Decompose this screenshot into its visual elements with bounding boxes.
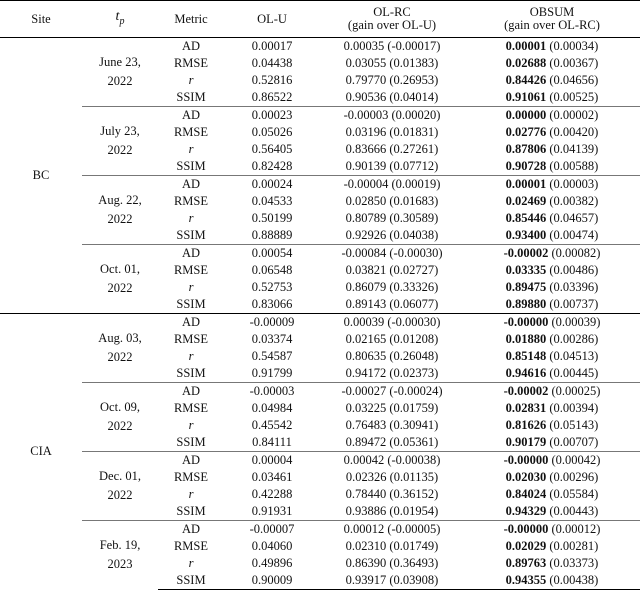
obsum-cell: [464, 55, 640, 72]
obsum-gain: (0.00420): [546, 125, 599, 139]
metric-cell: SSIM: [176, 366, 206, 380]
obsum-cell: [464, 572, 640, 590]
metric-cell: r: [188, 487, 194, 501]
olrc-cell: 0.80789 (0.30589): [345, 211, 439, 225]
date-line1: Dec. 01,: [99, 469, 141, 483]
date-line1: Oct. 01,: [100, 262, 140, 276]
olrc-cell: 0.00042 (-0.00038): [320, 452, 464, 470]
obsum-value: 0.03335: [505, 263, 547, 277]
obsum-value: 0.85446: [505, 211, 547, 225]
olrc-cell: 0.92926 (0.04038): [345, 228, 439, 242]
olu-cell: 0.82428: [251, 159, 293, 173]
obsum-gain: (0.00025): [548, 384, 601, 398]
metric-cell: r: [188, 418, 194, 432]
olrc-cell: 0.03225 (0.01759): [345, 401, 439, 415]
obsum-cell: [464, 279, 640, 296]
olu-cell: 0.88889: [251, 228, 293, 242]
header-olrc: OL-RC (gain over OL-U): [347, 5, 437, 32]
metric-cell: AD: [158, 383, 224, 401]
olrc-cell: 0.78440 (0.36152): [345, 487, 439, 501]
olu-cell: 0.84111: [252, 435, 292, 449]
olrc-cell: 0.03196 (0.01831): [345, 125, 439, 139]
header-olu: OL-U: [257, 11, 287, 26]
metric-cell: RMSE: [173, 194, 209, 208]
table-row: [0, 314, 640, 332]
date-cell: [82, 521, 158, 590]
obsum-gain: (0.00082): [548, 246, 601, 260]
metric-cell: r: [188, 142, 194, 156]
table-row: [0, 452, 640, 470]
metric-cell: SSIM: [176, 504, 206, 518]
olrc-cell: 0.02326 (0.01135): [345, 470, 439, 484]
obsum-gain: (0.05584): [546, 487, 599, 501]
obsum-gain: (0.04513): [546, 349, 599, 363]
metric-cell: RMSE: [173, 56, 209, 70]
olu-cell: 0.49896: [251, 556, 293, 570]
metric-cell: RMSE: [173, 401, 209, 415]
date-line2: 2022: [107, 74, 133, 88]
olu-cell: -0.00009: [224, 314, 320, 332]
olrc-cell: 0.90139 (0.07712): [345, 159, 439, 173]
olrc-cell: 0.76483 (0.30941): [345, 418, 439, 432]
obsum-gain: (0.00394): [546, 401, 599, 415]
obsum-cell: [464, 469, 640, 486]
obsum-gain: (0.00367): [546, 56, 599, 70]
date-cell: [82, 107, 158, 176]
obsum-gain: (0.00012): [548, 522, 601, 536]
site-cell: CIA: [0, 314, 82, 590]
obsum-cell: [464, 262, 640, 279]
date-line1: Aug. 03,: [98, 331, 142, 345]
obsum-value: 0.91061: [505, 90, 547, 104]
date-cell: [82, 176, 158, 245]
obsum-gain: (0.00486): [546, 263, 599, 277]
obsum-value: 0.81626: [505, 418, 547, 432]
metric-cell: RMSE: [173, 539, 209, 553]
obsum-gain: (0.03396): [546, 280, 599, 294]
obsum-cell: [464, 417, 640, 434]
metric-cell: r: [188, 349, 194, 363]
olrc-cell: 0.02310 (0.01749): [345, 539, 439, 553]
header-row: [0, 1, 640, 38]
obsum-cell: [464, 400, 640, 417]
obsum-cell: [464, 296, 640, 314]
olu-cell: 0.00024: [224, 176, 320, 194]
olrc-cell: -0.00003 (0.00020): [320, 107, 464, 125]
obsum-gain: (0.00281): [546, 539, 599, 553]
metric-cell: SSIM: [176, 435, 206, 449]
olrc-cell: 0.86390 (0.36493): [345, 556, 439, 570]
olu-cell: 0.00004: [224, 452, 320, 470]
metric-cell: RMSE: [173, 470, 209, 484]
obsum-value: 0.94355: [505, 573, 547, 587]
olu-cell: 0.03374: [251, 332, 293, 346]
obsum-value: 0.84024: [505, 487, 547, 501]
olrc-cell: -0.00084 (-0.00030): [320, 245, 464, 263]
metric-cell: SSIM: [176, 297, 206, 311]
obsum-cell: [464, 434, 640, 452]
metric-cell: RMSE: [173, 125, 209, 139]
obsum-gain: (0.00003): [546, 177, 599, 191]
obsum-gain: (0.04139): [546, 142, 599, 156]
metric-cell: SSIM: [176, 90, 206, 104]
obsum-cell: [464, 348, 640, 365]
olu-cell: 0.04984: [251, 401, 293, 415]
obsum-cell: [464, 452, 640, 470]
olrc-cell: 0.00012 (-0.00005): [320, 521, 464, 539]
obsum-cell: [464, 107, 640, 125]
olu-cell: 0.83066: [251, 297, 293, 311]
obsum-value: 0.02469: [505, 194, 547, 208]
date-line2: 2022: [107, 350, 133, 364]
obsum-cell: [464, 158, 640, 176]
obsum-cell: [464, 555, 640, 572]
obsum-cell: [464, 365, 640, 383]
obsum-gain: (0.04657): [546, 211, 599, 225]
olu-cell: 0.04533: [251, 194, 293, 208]
metric-cell: SSIM: [158, 572, 224, 590]
olu-cell: 0.06548: [251, 263, 293, 277]
obsum-value: 0.00000: [505, 108, 547, 122]
obsum-gain: (0.00438): [546, 573, 599, 587]
date-line2: 2022: [107, 281, 133, 295]
obsum-value: 0.94616: [505, 366, 547, 380]
olu-cell: 0.03461: [251, 470, 293, 484]
date-line2: 2022: [107, 419, 133, 433]
table-row: [0, 383, 640, 401]
olrc-cell: -0.00027 (-0.00024): [320, 383, 464, 401]
metric-cell: AD: [158, 314, 224, 332]
olrc-cell: 0.79770 (0.26953): [345, 73, 439, 87]
olrc-cell: 0.93886 (0.01954): [345, 504, 439, 518]
obsum-gain: (0.00382): [546, 194, 599, 208]
olrc-cell: 0.02165 (0.01208): [345, 332, 439, 346]
obsum-value: 0.89475: [505, 280, 547, 294]
obsum-value: 0.87806: [505, 142, 547, 156]
table-row: [0, 176, 640, 194]
date-line2: 2022: [107, 212, 133, 226]
date-line1: July 23,: [100, 124, 140, 138]
olu-cell: 0.56405: [251, 142, 293, 156]
metric-cell: r: [188, 556, 194, 570]
metric-cell: SSIM: [176, 228, 206, 242]
olu-cell: 0.00023: [224, 107, 320, 125]
olrc-cell: -0.00004 (0.00019): [320, 176, 464, 194]
metric-cell: r: [188, 211, 194, 225]
obsum-value: -0.00002: [503, 384, 549, 398]
date-cell: [82, 38, 158, 107]
metric-cell: AD: [181, 39, 201, 53]
date-cell: [82, 314, 158, 383]
metric-cell: AD: [158, 452, 224, 470]
date-line2: 2023: [107, 557, 133, 572]
obsum-gain: (0.00707): [546, 435, 599, 449]
olu-cell: -0.00003: [224, 383, 320, 401]
obsum-cell: [464, 314, 640, 332]
obsum-gain: (0.00474): [546, 228, 599, 242]
date-line2: 2022: [107, 143, 133, 157]
olrc-cell: 0.00035 (-0.00017): [343, 39, 441, 53]
olu-cell: 0.54587: [251, 349, 293, 363]
date-cell: [82, 383, 158, 452]
metric-cell: AD: [158, 107, 224, 125]
obsum-cell: [464, 210, 640, 227]
header-tp: $t_p$: [115, 9, 125, 27]
obsum-gain: (0.00039): [548, 315, 601, 329]
table-row: [0, 107, 640, 125]
olu-cell: 0.42288: [251, 487, 293, 501]
olrc-cell: 0.89472 (0.05361): [345, 435, 439, 449]
olu-cell: 0.90009: [224, 572, 320, 590]
metric-cell: AD: [158, 176, 224, 194]
obsum-gain: (0.03373): [546, 556, 599, 570]
obsum-cell: [464, 72, 640, 89]
obsum-cell: [464, 176, 640, 194]
obsum-gain: (0.00737): [546, 297, 599, 311]
metric-cell: RMSE: [173, 263, 209, 277]
obsum-gain: (0.00443): [546, 504, 599, 518]
obsum-cell: [464, 538, 640, 555]
obsum-value: -0.00000: [503, 522, 549, 536]
obsum-gain: (0.00034): [546, 39, 599, 53]
obsum-value: -0.00000: [503, 453, 549, 467]
obsum-value: 0.89763: [505, 556, 547, 570]
obsum-cell: [464, 124, 640, 141]
header-obsum: OBSUM (gain over OL-RC): [504, 5, 600, 32]
obsum-value: 0.02688: [505, 56, 547, 70]
date-line2: 2022: [107, 488, 133, 502]
table-row: [0, 521, 640, 539]
obsum-value: 0.02776: [505, 125, 547, 139]
obsum-value: 0.85148: [505, 349, 547, 363]
metric-cell: AD: [158, 521, 224, 539]
obsum-value: 0.90179: [505, 435, 547, 449]
date-line1: Aug. 22,: [98, 193, 142, 207]
obsum-cell: [464, 89, 640, 107]
obsum-gain: (0.00525): [546, 90, 599, 104]
olrc-cell: 0.03055 (0.01383): [345, 56, 439, 70]
olu-cell: 0.52753: [251, 280, 293, 294]
olu-cell: 0.04060: [251, 539, 293, 553]
table-body: [0, 38, 640, 590]
obsum-cell: [464, 521, 640, 539]
obsum-value: 0.93400: [505, 228, 547, 242]
table-row: [0, 245, 640, 263]
date-line1: Oct. 09,: [100, 400, 140, 414]
obsum-value: 0.02030: [505, 470, 547, 484]
obsum-value: 0.89880: [505, 297, 547, 311]
olu-cell: 0.45542: [251, 418, 293, 432]
obsum-value: 0.94329: [505, 504, 547, 518]
olrc-cell: 0.90536 (0.04014): [345, 90, 439, 104]
obsum-cell: [464, 38, 640, 56]
obsum-value: 0.02029: [505, 539, 547, 553]
olrc-cell: 0.02850 (0.01683): [345, 194, 439, 208]
date-line1: Feb. 19,: [99, 538, 141, 553]
metric-cell: SSIM: [176, 159, 206, 173]
obsum-cell: [464, 227, 640, 245]
olu-cell: -0.00007: [224, 521, 320, 539]
olu-cell: 0.04438: [251, 56, 293, 70]
obsum-cell: [464, 141, 640, 158]
olrc-cell: 0.83666 (0.27261): [345, 142, 439, 156]
date-line1: June 23,: [99, 55, 141, 69]
obsum-gain: (0.00588): [546, 159, 599, 173]
olu-cell: 0.91931: [251, 504, 293, 518]
obsum-value: -0.00000: [503, 315, 549, 329]
metric-cell: r: [188, 280, 194, 294]
olrc-cell: 0.03821 (0.02727): [345, 263, 439, 277]
olrc-cell: 0.89143 (0.06077): [345, 297, 439, 311]
obsum-gain: (0.00042): [548, 453, 601, 467]
metric-cell: AD: [158, 245, 224, 263]
obsum-gain: (0.00286): [546, 332, 599, 346]
olu-cell: 0.91799: [251, 366, 293, 380]
obsum-cell: [464, 245, 640, 263]
obsum-cell: [464, 383, 640, 401]
obsum-cell: [464, 486, 640, 503]
obsum-value: 0.90728: [505, 159, 547, 173]
obsum-value: -0.00002: [503, 246, 549, 260]
olrc-cell: 0.80635 (0.26048): [345, 349, 439, 363]
olu-cell: 0.86522: [251, 90, 293, 104]
metric-cell: r: [188, 73, 194, 87]
obsum-value: 0.00001: [505, 177, 547, 191]
obsum-value: 0.02831: [505, 401, 547, 415]
olu-cell: 0.00017: [251, 39, 293, 53]
olu-cell: 0.50199: [251, 211, 293, 225]
olrc-cell: 0.86079 (0.33326): [345, 280, 439, 294]
metric-cell: RMSE: [173, 332, 209, 346]
olrc-cell: 0.93917 (0.03908): [320, 572, 464, 590]
obsum-value: 0.00001: [505, 39, 547, 53]
olu-cell: 0.52816: [251, 73, 293, 87]
obsum-cell: [464, 331, 640, 348]
obsum-value: 0.84426: [505, 73, 547, 87]
obsum-gain: (0.05143): [546, 418, 599, 432]
date-cell: [82, 452, 158, 521]
obsum-gain: (0.00002): [546, 108, 599, 122]
table-row: [0, 38, 640, 56]
header-site: Site: [31, 11, 51, 26]
obsum-cell: [464, 193, 640, 210]
obsum-gain: (0.00296): [546, 470, 599, 484]
olu-cell: 0.00054: [224, 245, 320, 263]
olrc-cell: 0.94172 (0.02373): [345, 366, 439, 380]
olu-cell: 0.05026: [251, 125, 293, 139]
site-cell: BC: [32, 168, 50, 182]
obsum-gain: (0.00445): [546, 366, 599, 380]
obsum-value: 0.01880: [505, 332, 547, 346]
date-cell: [82, 245, 158, 314]
obsum-cell: [464, 503, 640, 521]
olrc-cell: 0.00039 (-0.00030): [320, 314, 464, 332]
obsum-gain: (0.04656): [546, 73, 599, 87]
header-metric: Metric: [174, 11, 208, 26]
